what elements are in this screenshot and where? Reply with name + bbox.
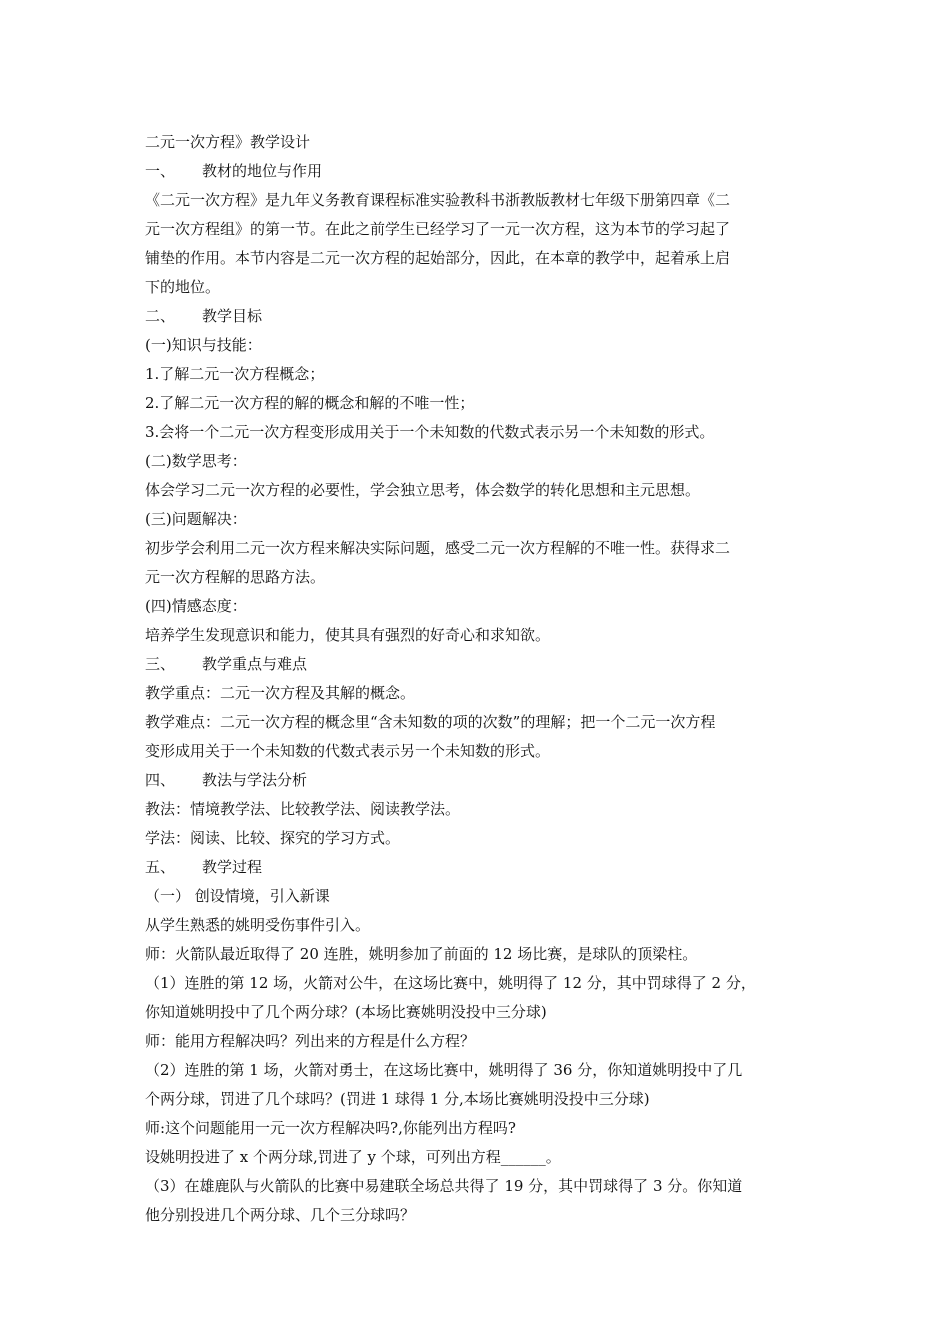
paragraph-line: 变形成用关于一个未知数的代数式表示另一个未知数的形式。 bbox=[145, 742, 551, 760]
paragraph-line: 元一次方程解的思路方法。 bbox=[145, 568, 326, 586]
subsection-heading: (三)问题解决： bbox=[145, 510, 247, 528]
subsection-heading: （一） 创设情境，引入新课 bbox=[145, 887, 330, 905]
paragraph-line: 铺垫的作用。本节内容是二元一次方程的起始部分，因此，在本章的教学中，起着承上启 bbox=[145, 249, 731, 267]
section-heading-2 bbox=[145, 302, 810, 331]
paragraph-line: 《二元一次方程》是九年义务教育课程标准实验教科书浙教版教材七年级下册第四章《二 bbox=[145, 191, 731, 209]
paragraph-line: 设姚明投进了 x 个两分球,罚进了 y 个球，可列出方程______。 bbox=[145, 1148, 561, 1166]
section-number: 五、 bbox=[145, 858, 176, 876]
section-number: 四、 bbox=[145, 771, 176, 789]
section-title: 教法与学法分析 bbox=[202, 771, 308, 789]
paragraph-line: 体会学习二元一次方程的必要性，学会独立思考，体会数学的转化思想和主元思想。 bbox=[145, 481, 701, 499]
subsection-heading: (二)数学思考： bbox=[145, 452, 247, 470]
paragraph-line: 学法：阅读、比较、探究的学习方式。 bbox=[145, 829, 401, 847]
paragraph-line: 从学生熟悉的姚明受伤事件引入。 bbox=[145, 916, 371, 934]
paragraph-line: （2）连胜的第 1 场，火箭对勇士，在这场比赛中，姚明得了 36 分，你知道姚明投中了几 bbox=[145, 1061, 743, 1079]
document-body bbox=[145, 128, 810, 1230]
section-title: 教材的地位与作用 bbox=[202, 162, 323, 180]
paragraph-line: 个两分球，罚进了几个球吗？(罚进 1 球得 1 分,本场比赛姚明没投中三分球) bbox=[145, 1090, 650, 1108]
section-title: 教学重点与难点 bbox=[202, 655, 308, 673]
document-title: 二元一次方程》教学设计 bbox=[145, 133, 311, 151]
paragraph-line: 教学难点：二元一次方程的概念里“含未知数的项的次数”的理解；把一个二元一次方程 bbox=[145, 713, 716, 731]
paragraph-line: 师:这个问题能用一元一次方程解决吗?,你能列出方程吗? bbox=[145, 1119, 516, 1137]
list-item: 2.了解二元一次方程的解的概念和解的不唯一性； bbox=[145, 394, 475, 412]
section-number: 二、 bbox=[145, 307, 176, 325]
paragraph-line: 教学重点：二元一次方程及其解的概念。 bbox=[145, 684, 416, 702]
paragraph-line: 教法：情境教学法、比较教学法、阅读教学法。 bbox=[145, 800, 461, 818]
subsection-heading: (一)知识与技能： bbox=[145, 336, 262, 354]
paragraph-line: 师：火箭队最近取得了 20 连胜，姚明参加了前面的 12 场比赛，是球队的顶梁柱。 bbox=[145, 945, 698, 963]
section-heading-1 bbox=[145, 157, 810, 186]
paragraph-line: 初步学会利用二元一次方程来解决实际问题，感受二元一次方程解的不唯一性。获得求二 bbox=[145, 539, 731, 557]
section-number: 三、 bbox=[145, 655, 176, 673]
section-heading-3 bbox=[145, 650, 810, 679]
paragraph-line: 下的地位。 bbox=[145, 278, 221, 296]
paragraph-line: 你知道姚明投中了几个两分球？(本场比赛姚明没投中三分球) bbox=[145, 1003, 547, 1021]
paragraph-line: 师：能用方程解决吗？列出来的方程是什么方程？ bbox=[145, 1032, 476, 1050]
section-title: 教学目标 bbox=[202, 307, 263, 325]
section-title: 教学过程 bbox=[202, 858, 263, 876]
paragraph-line: （1）连胜的第 12 场，火箭对公牛，在这场比赛中，姚明得了 12 分，其中罚球得了 2 分， bbox=[145, 974, 756, 992]
paragraph-line: （3）在雄鹿队与火箭队的比赛中易建联全场总共得了 19 分，其中罚球得了 3 分。你知道 bbox=[145, 1177, 743, 1195]
list-item: 1.了解二元一次方程概念； bbox=[145, 365, 325, 383]
section-heading-5 bbox=[145, 853, 810, 882]
section-number: 一、 bbox=[145, 162, 176, 180]
section-heading-4 bbox=[145, 766, 810, 795]
subsection-heading: (四)情感态度： bbox=[145, 597, 247, 615]
list-item: 3.会将一个二元一次方程变形成用关于一个未知数的代数式表示另一个未知数的形式。 bbox=[145, 423, 715, 441]
paragraph-line: 培养学生发现意识和能力，使其具有强烈的好奇心和求知欲。 bbox=[145, 626, 551, 644]
paragraph-line: 元一次方程组》的第一节。在此之前学生已经学习了一元一次方程，这为本节的学习起了 bbox=[145, 220, 731, 238]
paragraph-line: 他分别投进几个两分球、几个三分球吗？ bbox=[145, 1206, 416, 1224]
